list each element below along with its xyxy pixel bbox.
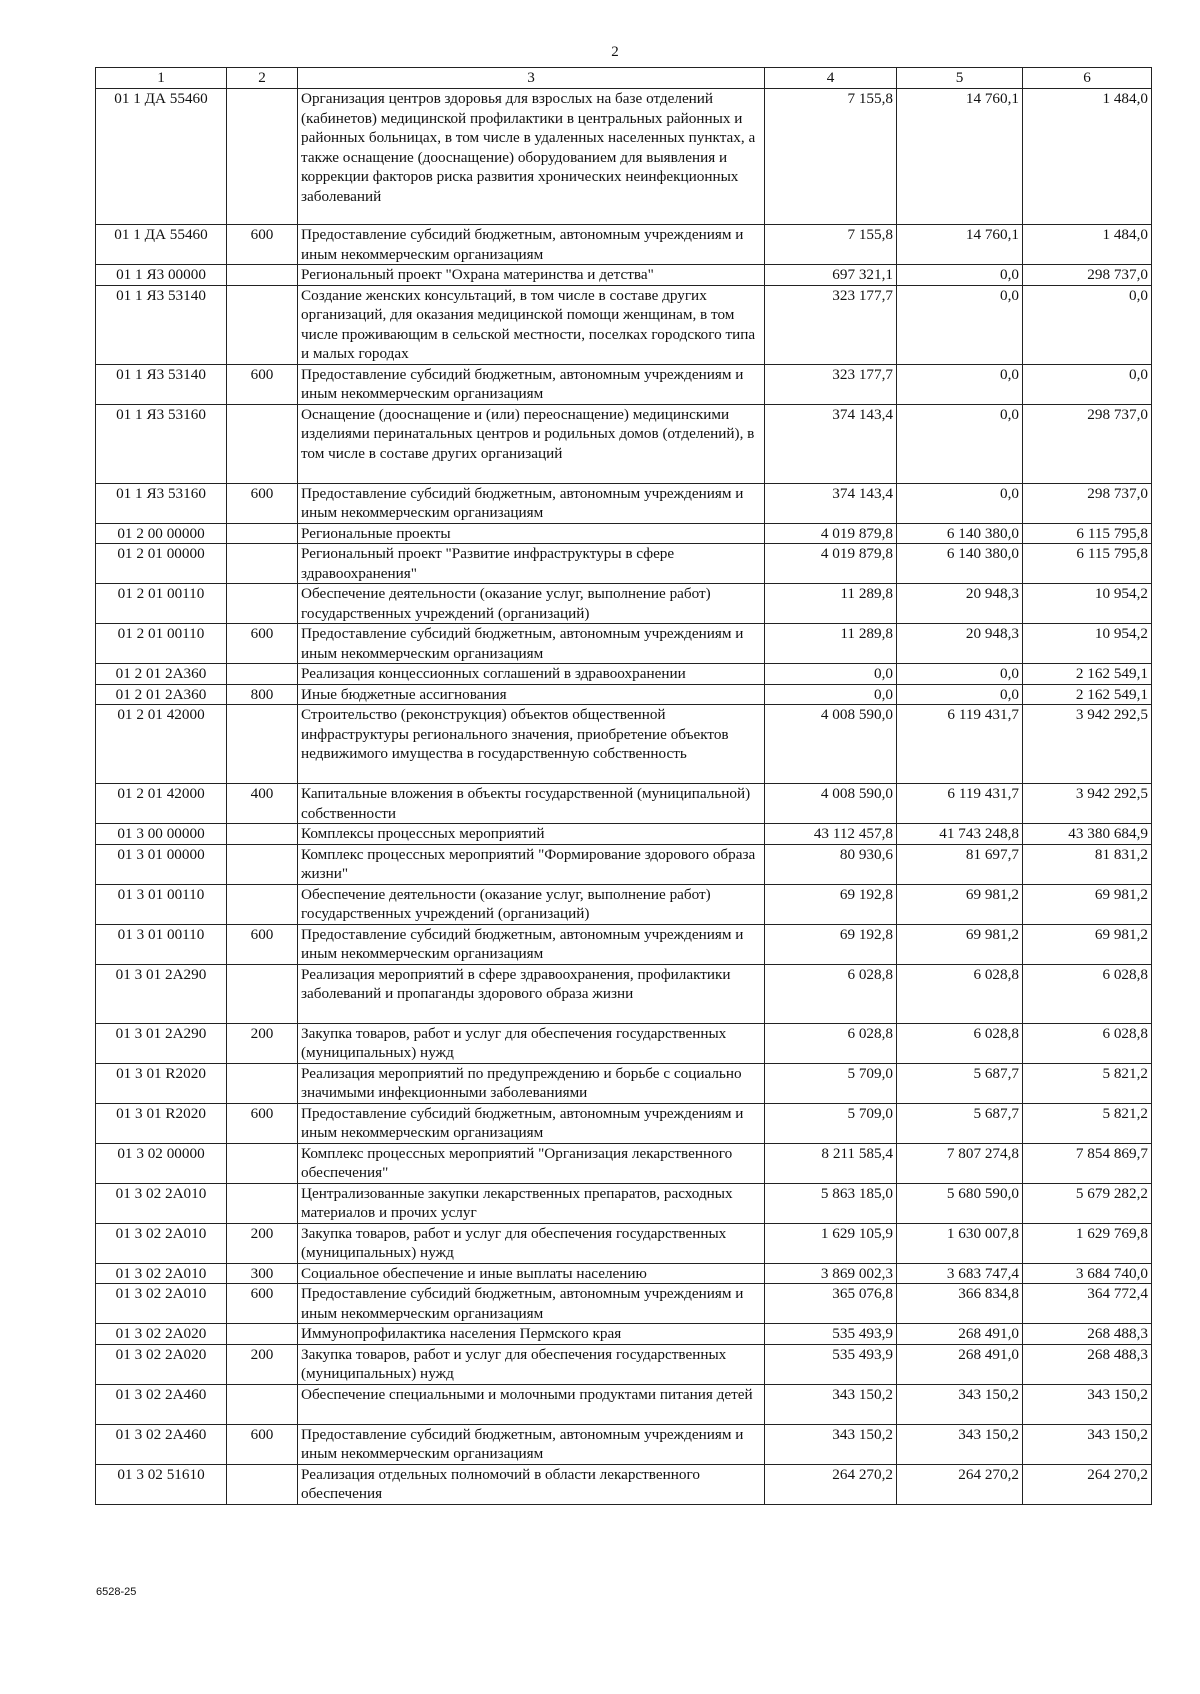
item-name-cell: Предоставление субсидий бюджетным, автономным учреждениям и иным некоммерческим организациям	[298, 1284, 765, 1324]
footer-code: 6528-25	[96, 1586, 137, 1598]
value-col4-cell: 69 192,8	[765, 884, 897, 924]
table-row	[96, 664, 1152, 685]
budget-code-cell: 01 1 Я3 53140	[96, 364, 227, 404]
header-row	[96, 68, 1152, 89]
item-name-cell: Региональный проект "Развитие инфраструктуры в сфере здравоохранения"	[298, 544, 765, 584]
expense-type-cell: 200	[227, 1344, 298, 1384]
item-name-cell: Региональный проект "Охрана материнства и детства"	[298, 265, 765, 286]
value-col4-cell: 7 155,8	[765, 89, 897, 225]
value-col5-cell: 0,0	[897, 483, 1023, 523]
expense-type-cell: 800	[227, 684, 298, 705]
item-name-cell: Иные бюджетные ассигнования	[298, 684, 765, 705]
value-col4-cell: 7 155,8	[765, 225, 897, 265]
value-col5-cell: 268 491,0	[897, 1344, 1023, 1384]
table-row	[96, 844, 1152, 884]
value-col4-cell: 535 493,9	[765, 1324, 897, 1345]
value-col5-cell: 5 687,7	[897, 1103, 1023, 1143]
item-name-cell: Капитальные вложения в объекты государственной (муниципальной) собственности	[298, 784, 765, 824]
item-name-cell: Иммунопрофилактика населения Пермского края	[298, 1324, 765, 1345]
budget-code-cell: 01 3 02 2А460	[96, 1424, 227, 1464]
table-row	[96, 1103, 1152, 1143]
value-col4-cell: 6 028,8	[765, 1023, 897, 1063]
expense-type-cell	[227, 404, 298, 483]
value-col4-cell: 5 709,0	[765, 1063, 897, 1103]
item-name-cell: Оснащение (дооснащение и (или) переоснащение) медицинскими изделиями перинатальных центров и родильных домов (отделений), в том числе в составе других организаций	[298, 404, 765, 483]
value-col6-cell: 3 942 292,5	[1023, 784, 1152, 824]
value-col6-cell: 5 821,2	[1023, 1103, 1152, 1143]
budget-code-cell: 01 3 02 2А020	[96, 1344, 227, 1384]
budget-code-cell: 01 3 02 2А010	[96, 1183, 227, 1223]
value-col4-cell: 323 177,7	[765, 364, 897, 404]
expense-type-cell	[227, 584, 298, 624]
value-col6-cell: 7 854 869,7	[1023, 1143, 1152, 1183]
value-col6-cell: 268 488,3	[1023, 1324, 1152, 1345]
expense-type-cell	[227, 89, 298, 225]
value-col5-cell: 7 807 274,8	[897, 1143, 1023, 1183]
table-row	[96, 265, 1152, 286]
budget-code-cell: 01 3 02 2А020	[96, 1324, 227, 1345]
value-col4-cell: 343 150,2	[765, 1384, 897, 1424]
value-col5-cell: 6 119 431,7	[897, 784, 1023, 824]
value-col5-cell: 0,0	[897, 265, 1023, 286]
expense-type-cell	[227, 1324, 298, 1345]
budget-code-cell: 01 2 01 42000	[96, 784, 227, 824]
value-col4-cell: 4 008 590,0	[765, 705, 897, 784]
expense-type-cell: 200	[227, 1223, 298, 1263]
budget-code-cell: 01 3 02 51610	[96, 1464, 227, 1504]
table-row	[96, 1384, 1152, 1424]
value-col4-cell: 4 019 879,8	[765, 523, 897, 544]
value-col5-cell: 366 834,8	[897, 1284, 1023, 1324]
item-name-cell: Предоставление субсидий бюджетным, автономным учреждениям и иным некоммерческим организациям	[298, 1424, 765, 1464]
value-col4-cell: 11 289,8	[765, 624, 897, 664]
value-col6-cell: 298 737,0	[1023, 404, 1152, 483]
table-row	[96, 523, 1152, 544]
value-col5-cell: 6 140 380,0	[897, 544, 1023, 584]
value-col6-cell: 1 484,0	[1023, 89, 1152, 225]
item-name-cell: Комплексы процессных мероприятий	[298, 824, 765, 845]
item-name-cell: Комплекс процессных мероприятий "Организация лекарственного обеспечения"	[298, 1143, 765, 1183]
value-col4-cell: 4 019 879,8	[765, 544, 897, 584]
value-col6-cell: 5 821,2	[1023, 1063, 1152, 1103]
item-name-cell: Социальное обеспечение и иные выплаты населению	[298, 1263, 765, 1284]
value-col6-cell: 10 954,2	[1023, 584, 1152, 624]
value-col6-cell: 264 270,2	[1023, 1464, 1152, 1504]
item-name-cell: Обеспечение деятельности (оказание услуг, выполнение работ) государственных учреждений (организаций)	[298, 884, 765, 924]
table-row	[96, 824, 1152, 845]
budget-code-cell: 01 3 01 00000	[96, 844, 227, 884]
item-name-cell: Закупка товаров, работ и услуг для обеспечения государственных (муниципальных) нужд	[298, 1223, 765, 1263]
value-col5-cell: 14 760,1	[897, 225, 1023, 265]
budget-code-cell: 01 3 02 2А010	[96, 1223, 227, 1263]
value-col4-cell: 11 289,8	[765, 584, 897, 624]
item-name-cell: Предоставление субсидий бюджетным, автономным учреждениям и иным некоммерческим организациям	[298, 1103, 765, 1143]
item-name-cell: Предоставление субсидий бюджетным, автономным учреждениям и иным некоммерческим организациям	[298, 924, 765, 964]
value-col4-cell: 43 112 457,8	[765, 824, 897, 845]
table-row	[96, 1324, 1152, 1345]
expense-type-cell: 600	[227, 1103, 298, 1143]
budget-code-cell: 01 2 01 2А360	[96, 684, 227, 705]
budget-code-cell: 01 2 00 00000	[96, 523, 227, 544]
budget-code-cell: 01 3 01 00110	[96, 884, 227, 924]
budget-code-cell: 01 3 02 2А010	[96, 1284, 227, 1324]
value-col6-cell: 43 380 684,9	[1023, 824, 1152, 845]
expense-type-cell	[227, 285, 298, 364]
value-col5-cell: 14 760,1	[897, 89, 1023, 225]
table-row	[96, 964, 1152, 1023]
table-row	[96, 1424, 1152, 1464]
table-row	[96, 684, 1152, 705]
value-col6-cell: 10 954,2	[1023, 624, 1152, 664]
budget-code-cell: 01 1 Я3 53160	[96, 404, 227, 483]
value-col6-cell: 0,0	[1023, 285, 1152, 364]
value-col4-cell: 5 863 185,0	[765, 1183, 897, 1223]
value-col5-cell: 81 697,7	[897, 844, 1023, 884]
value-col5-cell: 1 630 007,8	[897, 1223, 1023, 1263]
budget-table	[95, 67, 1152, 1505]
item-name-cell: Предоставление субсидий бюджетным, автономным учреждениям и иным некоммерческим организациям	[298, 483, 765, 523]
value-col6-cell: 69 981,2	[1023, 924, 1152, 964]
page-number: 2	[611, 44, 619, 60]
value-col5-cell: 0,0	[897, 404, 1023, 483]
table-row	[96, 1223, 1152, 1263]
value-col6-cell: 81 831,2	[1023, 844, 1152, 884]
table-row	[96, 404, 1152, 483]
value-col4-cell: 4 008 590,0	[765, 784, 897, 824]
budget-code-cell: 01 2 01 00110	[96, 624, 227, 664]
item-name-cell: Обеспечение специальными и молочными продуктами питания детей	[298, 1384, 765, 1424]
table-row	[96, 1183, 1152, 1223]
budget-code-cell: 01 3 02 2А010	[96, 1263, 227, 1284]
expense-type-cell	[227, 544, 298, 584]
header-col-6: 6	[1023, 68, 1152, 89]
budget-code-cell: 01 1 Я3 00000	[96, 265, 227, 286]
item-name-cell: Региональные проекты	[298, 523, 765, 544]
value-col5-cell: 5 687,7	[897, 1063, 1023, 1103]
value-col4-cell: 1 629 105,9	[765, 1223, 897, 1263]
expense-type-cell: 300	[227, 1263, 298, 1284]
value-col4-cell: 535 493,9	[765, 1344, 897, 1384]
value-col6-cell: 298 737,0	[1023, 483, 1152, 523]
item-name-cell: Закупка товаров, работ и услуг для обеспечения государственных (муниципальных) нужд	[298, 1023, 765, 1063]
budget-code-cell: 01 3 01 2А290	[96, 964, 227, 1023]
value-col6-cell: 3 942 292,5	[1023, 705, 1152, 784]
value-col5-cell: 0,0	[897, 664, 1023, 685]
expense-type-cell: 600	[227, 1284, 298, 1324]
expense-type-cell	[227, 964, 298, 1023]
value-col6-cell: 3 684 740,0	[1023, 1263, 1152, 1284]
table-row	[96, 1263, 1152, 1284]
expense-type-cell: 600	[227, 225, 298, 265]
table-row	[96, 705, 1152, 784]
value-col4-cell: 264 270,2	[765, 1464, 897, 1504]
item-name-cell: Предоставление субсидий бюджетным, автономным учреждениям и иным некоммерческим организациям	[298, 624, 765, 664]
table-row	[96, 225, 1152, 265]
value-col5-cell: 0,0	[897, 285, 1023, 364]
expense-type-cell	[227, 1464, 298, 1504]
expense-type-cell: 600	[227, 364, 298, 404]
value-col6-cell: 6 115 795,8	[1023, 523, 1152, 544]
value-col5-cell: 6 119 431,7	[897, 705, 1023, 784]
value-col5-cell: 20 948,3	[897, 624, 1023, 664]
expense-type-cell	[227, 705, 298, 784]
expense-type-cell	[227, 1063, 298, 1103]
budget-code-cell: 01 3 01 00110	[96, 924, 227, 964]
budget-code-cell: 01 2 01 00110	[96, 584, 227, 624]
value-col4-cell: 0,0	[765, 664, 897, 685]
value-col4-cell: 343 150,2	[765, 1424, 897, 1464]
table-row	[96, 1063, 1152, 1103]
value-col6-cell: 1 629 769,8	[1023, 1223, 1152, 1263]
budget-code-cell: 01 3 00 00000	[96, 824, 227, 845]
budget-code-cell: 01 2 01 2А360	[96, 664, 227, 685]
value-col5-cell: 343 150,2	[897, 1424, 1023, 1464]
expense-type-cell: 400	[227, 784, 298, 824]
table-row	[96, 584, 1152, 624]
table-row	[96, 89, 1152, 225]
value-col6-cell: 298 737,0	[1023, 265, 1152, 286]
value-col6-cell: 69 981,2	[1023, 884, 1152, 924]
budget-code-cell: 01 3 01 R2020	[96, 1063, 227, 1103]
header-col-4: 4	[765, 68, 897, 89]
value-col6-cell: 1 484,0	[1023, 225, 1152, 265]
value-col6-cell: 5 679 282,2	[1023, 1183, 1152, 1223]
header-col-5: 5	[897, 68, 1023, 89]
item-name-cell: Предоставление субсидий бюджетным, автономным учреждениям и иным некоммерческим организациям	[298, 364, 765, 404]
expense-type-cell: 600	[227, 1424, 298, 1464]
value-col5-cell: 0,0	[897, 364, 1023, 404]
value-col4-cell: 80 930,6	[765, 844, 897, 884]
value-col5-cell: 343 150,2	[897, 1384, 1023, 1424]
table-row	[96, 1284, 1152, 1324]
value-col6-cell: 268 488,3	[1023, 1344, 1152, 1384]
budget-code-cell: 01 2 01 42000	[96, 705, 227, 784]
value-col4-cell: 6 028,8	[765, 964, 897, 1023]
item-name-cell: Организация центров здоровья для взрослых на базе отделений (кабинетов) медицинской профилактики в центральных районных и районных больницах, в том числе в удаленных населенных пунктах, а также оснащение (дооснащение) оборудованием для выявления и коррекции факторов риска развития хронических неинфекционных заболеваний	[298, 89, 765, 225]
expense-type-cell: 600	[227, 483, 298, 523]
value-col4-cell: 697 321,1	[765, 265, 897, 286]
budget-code-cell: 01 1 Я3 53140	[96, 285, 227, 364]
item-name-cell: Комплекс процессных мероприятий "Формирование здорового образа жизни"	[298, 844, 765, 884]
value-col6-cell: 0,0	[1023, 364, 1152, 404]
value-col5-cell: 6 028,8	[897, 964, 1023, 1023]
item-name-cell: Предоставление субсидий бюджетным, автономным учреждениям и иным некоммерческим организациям	[298, 225, 765, 265]
item-name-cell: Строительство (реконструкция) объектов общественной инфраструктуры регионального значения, приобретение объектов недвижимого имущества в государственную собственность	[298, 705, 765, 784]
item-name-cell: Реализация отдельных полномочий в области лекарственного обеспечения	[298, 1464, 765, 1504]
expense-type-cell	[227, 1384, 298, 1424]
budget-code-cell: 01 3 01 2А290	[96, 1023, 227, 1063]
item-name-cell: Реализация мероприятий по предупреждению и борьбе с социально значимыми инфекционными заболеваниями	[298, 1063, 765, 1103]
table-row	[96, 544, 1152, 584]
value-col6-cell: 2 162 549,1	[1023, 684, 1152, 705]
table-row	[96, 624, 1152, 664]
item-name-cell: Реализация концессионных соглашений в здравоохранении	[298, 664, 765, 685]
value-col5-cell: 5 680 590,0	[897, 1183, 1023, 1223]
header-col-3: 3	[298, 68, 765, 89]
budget-code-cell: 01 3 02 2А460	[96, 1384, 227, 1424]
table-row	[96, 1344, 1152, 1384]
budget-code-cell: 01 2 01 00000	[96, 544, 227, 584]
value-col4-cell: 0,0	[765, 684, 897, 705]
value-col4-cell: 374 143,4	[765, 404, 897, 483]
value-col6-cell: 6 028,8	[1023, 964, 1152, 1023]
value-col4-cell: 69 192,8	[765, 924, 897, 964]
expense-type-cell	[227, 884, 298, 924]
value-col4-cell: 323 177,7	[765, 285, 897, 364]
value-col6-cell: 343 150,2	[1023, 1384, 1152, 1424]
table-row	[96, 285, 1152, 364]
value-col4-cell: 365 076,8	[765, 1284, 897, 1324]
value-col6-cell: 6 115 795,8	[1023, 544, 1152, 584]
budget-code-cell: 01 1 ДА 55460	[96, 225, 227, 265]
value-col5-cell: 69 981,2	[897, 924, 1023, 964]
value-col5-cell: 3 683 747,4	[897, 1263, 1023, 1284]
header-col-2: 2	[227, 68, 298, 89]
table-row	[96, 1464, 1152, 1504]
value-col4-cell: 5 709,0	[765, 1103, 897, 1143]
value-col4-cell: 374 143,4	[765, 483, 897, 523]
table-row	[96, 1023, 1152, 1063]
header-col-1: 1	[96, 68, 227, 89]
budget-code-cell: 01 1 ДА 55460	[96, 89, 227, 225]
value-col6-cell: 343 150,2	[1023, 1424, 1152, 1464]
expense-type-cell	[227, 824, 298, 845]
table-row	[96, 784, 1152, 824]
expense-type-cell: 600	[227, 924, 298, 964]
expense-type-cell	[227, 265, 298, 286]
value-col5-cell: 6 028,8	[897, 1023, 1023, 1063]
value-col6-cell: 6 028,8	[1023, 1023, 1152, 1063]
value-col5-cell: 264 270,2	[897, 1464, 1023, 1504]
expense-type-cell	[227, 844, 298, 884]
expense-type-cell	[227, 1183, 298, 1223]
table-row	[96, 884, 1152, 924]
item-name-cell: Закупка товаров, работ и услуг для обеспечения государственных (муниципальных) нужд	[298, 1344, 765, 1384]
expense-type-cell	[227, 664, 298, 685]
table-row	[96, 483, 1152, 523]
expense-type-cell: 200	[227, 1023, 298, 1063]
budget-code-cell: 01 1 Я3 53160	[96, 483, 227, 523]
value-col4-cell: 3 869 002,3	[765, 1263, 897, 1284]
item-name-cell: Обеспечение деятельности (оказание услуг, выполнение работ) государственных учреждений (организаций)	[298, 584, 765, 624]
table-row	[96, 1143, 1152, 1183]
expense-type-cell	[227, 523, 298, 544]
item-name-cell: Создание женских консультаций, в том числе в составе других организаций, для оказания медицинской помощи женщинам, в том числе проживающим в сельской местности, поселках городского типа и малых городах	[298, 285, 765, 364]
expense-type-cell: 600	[227, 624, 298, 664]
value-col5-cell: 268 491,0	[897, 1324, 1023, 1345]
budget-code-cell: 01 3 01 R2020	[96, 1103, 227, 1143]
value-col5-cell: 41 743 248,8	[897, 824, 1023, 845]
value-col6-cell: 2 162 549,1	[1023, 664, 1152, 685]
value-col5-cell: 6 140 380,0	[897, 523, 1023, 544]
value-col4-cell: 8 211 585,4	[765, 1143, 897, 1183]
value-col5-cell: 20 948,3	[897, 584, 1023, 624]
table-row	[96, 364, 1152, 404]
table-row	[96, 924, 1152, 964]
item-name-cell: Реализация мероприятий в сфере здравоохранения, профилактики заболеваний и пропаганды здорового образа жизни	[298, 964, 765, 1023]
value-col6-cell: 364 772,4	[1023, 1284, 1152, 1324]
expense-type-cell	[227, 1143, 298, 1183]
value-col5-cell: 0,0	[897, 684, 1023, 705]
value-col5-cell: 69 981,2	[897, 884, 1023, 924]
budget-code-cell: 01 3 02 00000	[96, 1143, 227, 1183]
item-name-cell: Централизованные закупки лекарственных препаратов, расходных материалов и прочих услуг	[298, 1183, 765, 1223]
